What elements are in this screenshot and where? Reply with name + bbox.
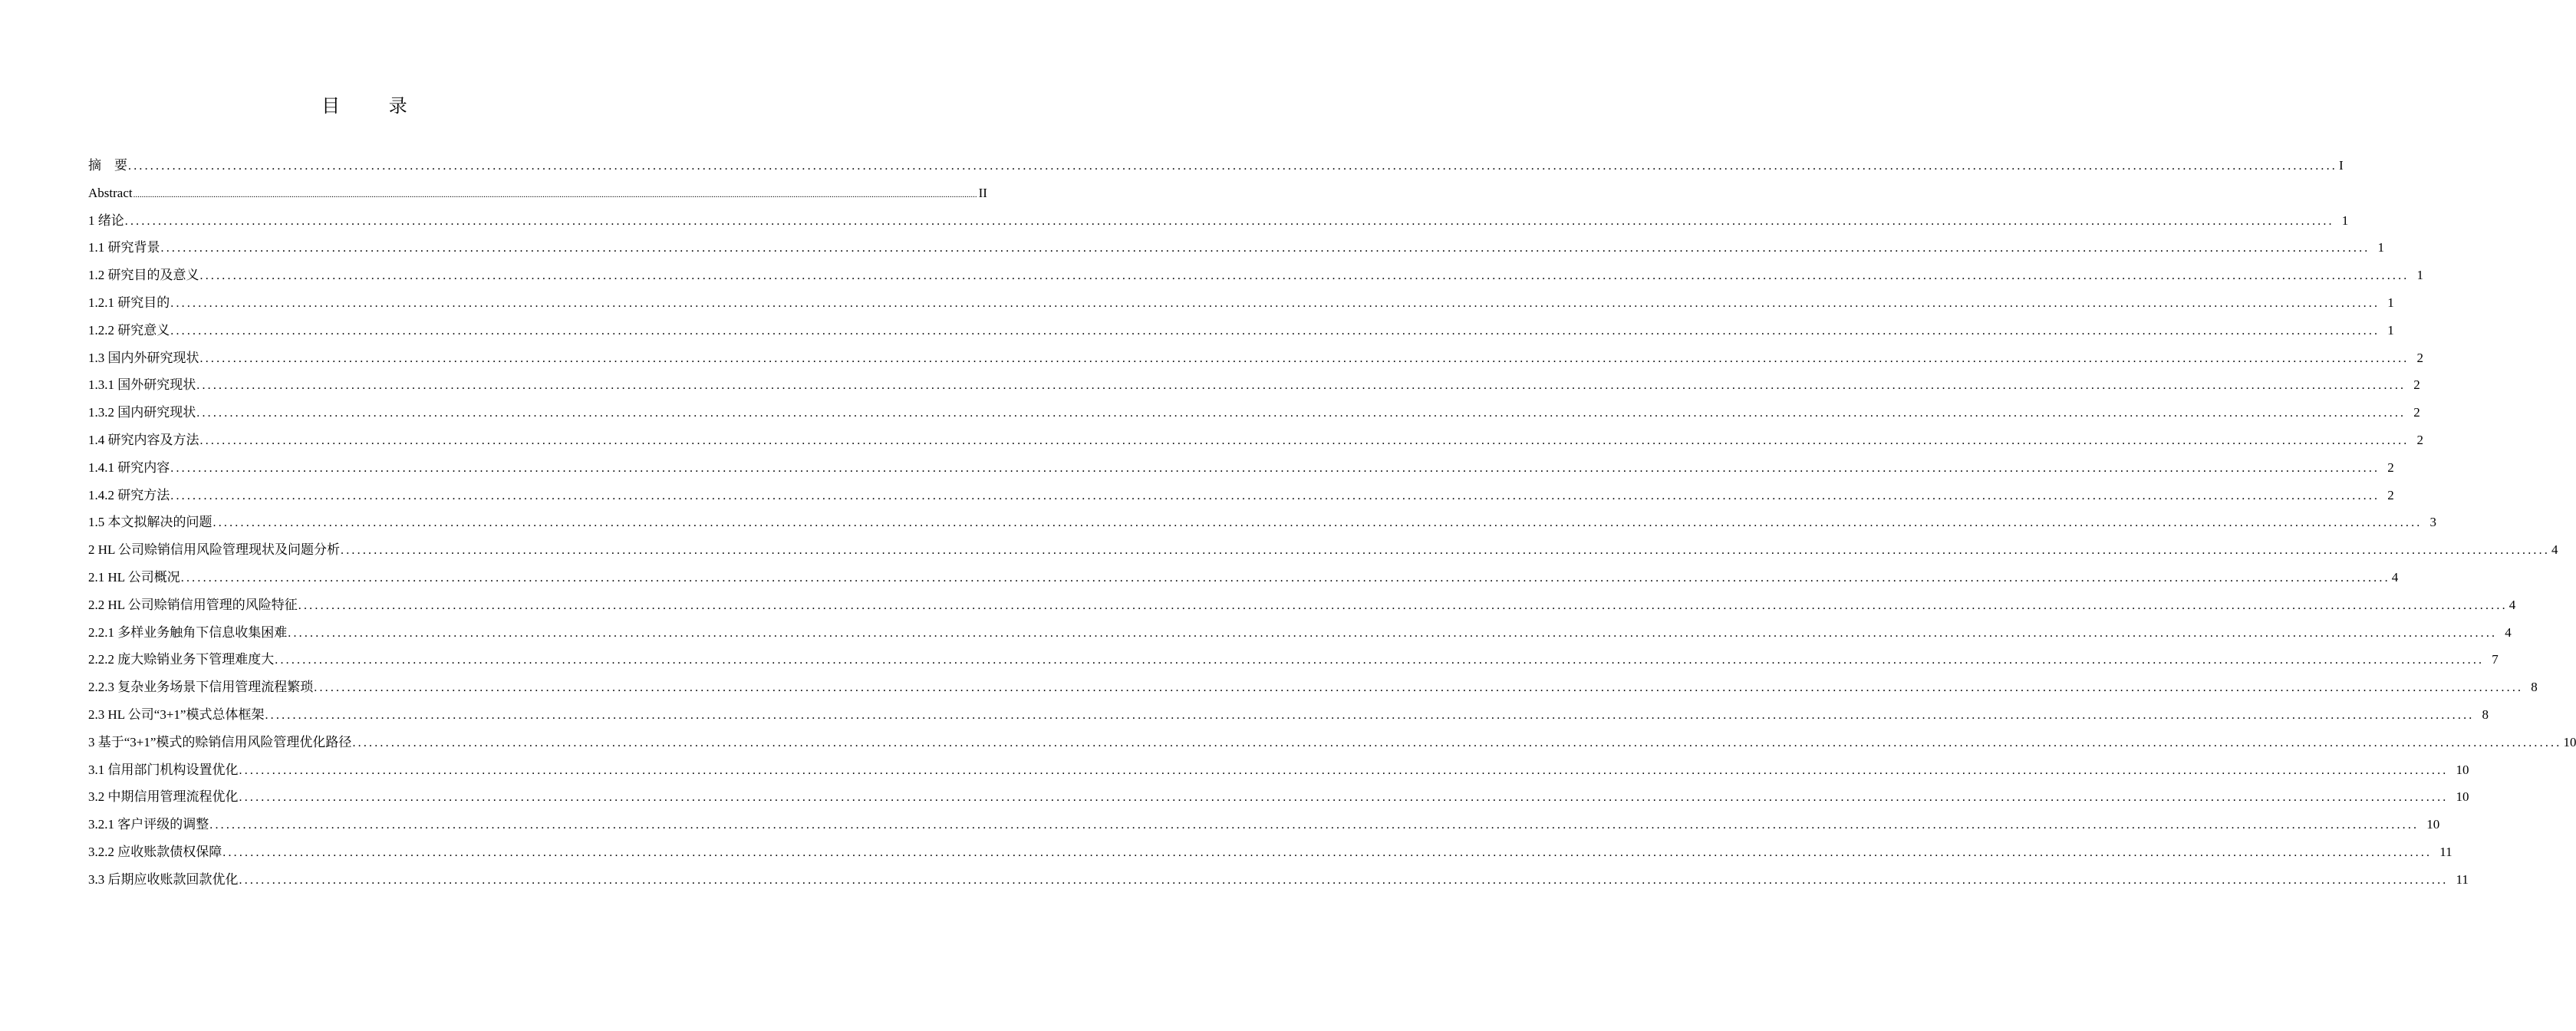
- toc-entry-label: 2.2.1 多样业务触角下信息收集困难: [88, 624, 288, 640]
- toc-entry-label: 1.3.2 国内研究现状: [88, 405, 196, 420]
- toc-entry[interactable]: [88, 262, 2423, 289]
- toc-entry[interactable]: [88, 454, 2394, 482]
- toc-entry[interactable]: [88, 564, 2399, 591]
- toc-entry-page-number: II: [978, 185, 987, 200]
- toc-entry-label: 3 基于“3+1”模式的赊销信用风险管理优化路径: [88, 734, 352, 749]
- toc-entry-label: 1.1 研究背景: [88, 240, 160, 255]
- toc-leader-dots: ................................................................................................................................................................................................................................................................................................................................................................................................................: [199, 351, 2410, 365]
- toc-entry-label: 1.2.1 研究目的: [88, 295, 170, 310]
- table-of-contents: [88, 152, 2576, 894]
- toc-entry-label: 1.2.2 研究意义: [88, 322, 170, 338]
- toc-entry-page-number: 1: [2387, 322, 2394, 338]
- toc-leader-dots: ................................................................................................................................................................................................................................................................................................................................................................................................................: [170, 324, 2380, 338]
- toc-leader-dots: ................................................................................................................................................................................................................................................................................................................................................................................................................: [275, 654, 2485, 667]
- toc-entry-page-number: 4: [2508, 597, 2516, 612]
- toc-leader-dots: ................................................................................................................................................................................................................................................................................................................................................................................................................: [239, 763, 2449, 777]
- toc-entry[interactable]: [88, 866, 2469, 894]
- toc-leader-dots: ................................................................................................................................................................................................................................................................................................................................................................................................................: [239, 873, 2449, 887]
- toc-leader-dots: ................................................................................................................................................................................................................................................................................................................................................................................................................: [128, 160, 2337, 173]
- toc-entry-page-number: 3: [2429, 515, 2436, 530]
- toc-entry-label: 2.2.3 复杂业务场景下信用管理流程繁琐: [88, 680, 314, 695]
- toc-entry-page-number: 2: [2416, 432, 2423, 447]
- toc-leader-dots: ................................................................................................................................................................................................................................................................................................................................................................................................................: [124, 214, 2334, 228]
- toc-entry-label: 1 绪论: [88, 212, 124, 228]
- toc-entry-page-number: 1: [2416, 268, 2423, 283]
- toc-entry-label: 1.4.1 研究内容: [88, 460, 170, 475]
- toc-leader-dots: ................................................................................................................................................................................................................................................................................................................................................................................................................: [265, 708, 2475, 722]
- toc-entry-page-number: 4: [2505, 624, 2512, 640]
- toc-entry[interactable]: [88, 646, 2499, 674]
- toc-leader-dots: ................................................................................................................................................................................................................................................................................................................................................................................................................: [209, 819, 2420, 832]
- toc-entry-page-number: 11: [2439, 844, 2452, 859]
- toc-entry-page-number: 2: [2387, 487, 2394, 502]
- toc-entry[interactable]: [88, 729, 2576, 756]
- toc-entry-label: 3.2.2 应收账款债权保障: [88, 844, 222, 859]
- toc-entry-label: 1.5 本文拟解决的问题: [88, 515, 212, 530]
- toc-entry[interactable]: [88, 591, 2516, 619]
- toc-entry-page-number: 10: [2563, 734, 2576, 749]
- toc-entry-page-number: 10: [2456, 789, 2469, 805]
- toc-entry[interactable]: [88, 344, 2423, 372]
- toc-entry-page-number: I: [2339, 158, 2344, 173]
- toc-entry-label: 1.4.2 研究方法: [88, 487, 170, 502]
- toc-entry[interactable]: [88, 234, 2384, 262]
- toc-entry[interactable]: [88, 756, 2469, 784]
- toc-leader-dots: ................................................................................................................................................................................................................................................................................................................................................................................................................: [288, 626, 2498, 640]
- toc-leader-dots: ................................................................................................................................................................................................................................................................................................................................................................................................................: [160, 242, 2370, 255]
- toc-entry-page-number: 7: [2492, 652, 2499, 667]
- toc-entry-page-number: 1: [2377, 240, 2384, 255]
- toc-entry[interactable]: [88, 152, 2344, 180]
- toc-entry[interactable]: [88, 509, 2436, 536]
- toc-entry[interactable]: [88, 399, 2420, 427]
- toc-entry-page-number: 10: [2426, 817, 2440, 832]
- toc-leader-dots: ................................................................................................................................................................................................................................................................................................................................................................................................................: [314, 681, 2524, 695]
- toc-entry-label: 1.3.1 国外研究现状: [88, 377, 196, 393]
- toc-entry-label: 2.2.2 庞大赊销业务下管理难度大: [88, 652, 275, 667]
- toc-entry-label: 3.3 后期应收账款回款优化: [88, 871, 239, 887]
- toc-entry-label: 2.2 HL 公司赊销信用管理的风险特征: [88, 597, 298, 612]
- toc-leader-dots: ................................................................................................................................................................................................................................................................................................................................................................................................................: [170, 489, 2380, 502]
- toc-entry[interactable]: [88, 811, 2440, 838]
- toc-entry[interactable]: [88, 371, 2420, 399]
- toc-leader-dots: ................................................................................................................................................................................................................................................................................................................................................................................................................: [199, 433, 2410, 447]
- toc-entry-label: 2 HL 公司赊销信用风险管理现状及问题分析: [88, 542, 341, 558]
- toc-entry-page-number: 8: [2531, 680, 2538, 695]
- toc-entry[interactable]: [88, 289, 2394, 317]
- toc-entry[interactable]: [88, 701, 2489, 729]
- toc-entry-label: 3.2.1 客户评级的调整: [88, 817, 209, 832]
- toc-entry-page-number: 8: [2482, 707, 2489, 722]
- toc-entry-page-number: 11: [2456, 871, 2469, 887]
- toc-entry-page-number: 2: [2413, 377, 2420, 393]
- toc-entry[interactable]: [88, 783, 2469, 811]
- toc-entry-label: 摘 要: [88, 158, 127, 173]
- toc-entry-page-number: 2: [2387, 460, 2394, 475]
- toc-leader-dots: ................................................................................................................................................................................................................................................................................................................................................................................................................: [222, 845, 2433, 859]
- toc-leader-dots: ................................................................................................................................................................................................................................................................................................................................................................................................................: [212, 516, 2423, 530]
- toc-entry-label: 3.1 信用部门机构设置优化: [88, 762, 239, 777]
- toc-entry-label: Abstract: [88, 185, 133, 200]
- toc-entry-page-number: 1: [2341, 212, 2349, 228]
- toc-leader-dots: ................................................................................................................................................................................................................................................................................................................................................................................................................: [199, 269, 2410, 283]
- page-title: 目 录: [321, 95, 429, 117]
- toc-leader-dots: ................................................................................................................................................................................................................................................................................................................................................................................................................: [170, 296, 2380, 310]
- toc-leader-dots: ................................................................................................................................................................................................................................................................................................................................................................................................................: [341, 544, 2551, 558]
- toc-leader-dots: ................................................................................................................................................................................................................................................................................................................................................................................................................: [196, 407, 2406, 420]
- toc-leader-dots: ................................................................................................................................................................................................................................................................................................................................................................................................................: [196, 379, 2406, 393]
- toc-entry-label: 2.3 HL 公司“3+1”模式总体框架: [88, 707, 265, 722]
- toc-entry[interactable]: [88, 482, 2394, 509]
- toc-entry-label: 2.1 HL 公司概况: [88, 569, 180, 585]
- toc-entry-label: 1.4 研究内容及方法: [88, 432, 199, 447]
- toc-entry-page-number: 1: [2387, 295, 2394, 310]
- toc-entry-page-number: 2: [2416, 350, 2423, 365]
- toc-leader-dots: ................................................................................................................................................................................................................................................................................................................................................................................................................: [239, 791, 2449, 805]
- toc-leader-dots: ................................................................................................................................................................................................................................................................................................................................................................................................................: [133, 189, 977, 199]
- toc-entry[interactable]: [88, 674, 2538, 701]
- toc-entry-page-number: 10: [2456, 762, 2469, 777]
- toc-entry-page-number: 2: [2413, 405, 2420, 420]
- toc-entry[interactable]: [88, 207, 2349, 235]
- toc-leader-dots: ................................................................................................................................................................................................................................................................................................................................................................................................................: [180, 571, 2390, 585]
- toc-entry-label: 1.3 国内外研究现状: [88, 350, 199, 365]
- toc-entry[interactable]: [88, 180, 987, 207]
- toc-entry[interactable]: [88, 427, 2423, 454]
- toc-leader-dots: ................................................................................................................................................................................................................................................................................................................................................................................................................: [298, 598, 2508, 612]
- toc-entry-label: 3.2 中期信用管理流程优化: [88, 789, 239, 805]
- toc-entry[interactable]: [88, 317, 2394, 344]
- toc-entry[interactable]: [88, 619, 2512, 647]
- toc-leader-dots: ................................................................................................................................................................................................................................................................................................................................................................................................................: [352, 736, 2562, 749]
- toc-leader-dots: ................................................................................................................................................................................................................................................................................................................................................................................................................: [170, 461, 2380, 475]
- toc-entry-label: 1.2 研究目的及意义: [88, 268, 199, 283]
- toc-entry[interactable]: [88, 838, 2452, 866]
- toc-entry[interactable]: [88, 536, 2558, 564]
- toc-entry-page-number: 4: [2391, 569, 2399, 585]
- toc-entry-page-number: 4: [2551, 542, 2558, 558]
